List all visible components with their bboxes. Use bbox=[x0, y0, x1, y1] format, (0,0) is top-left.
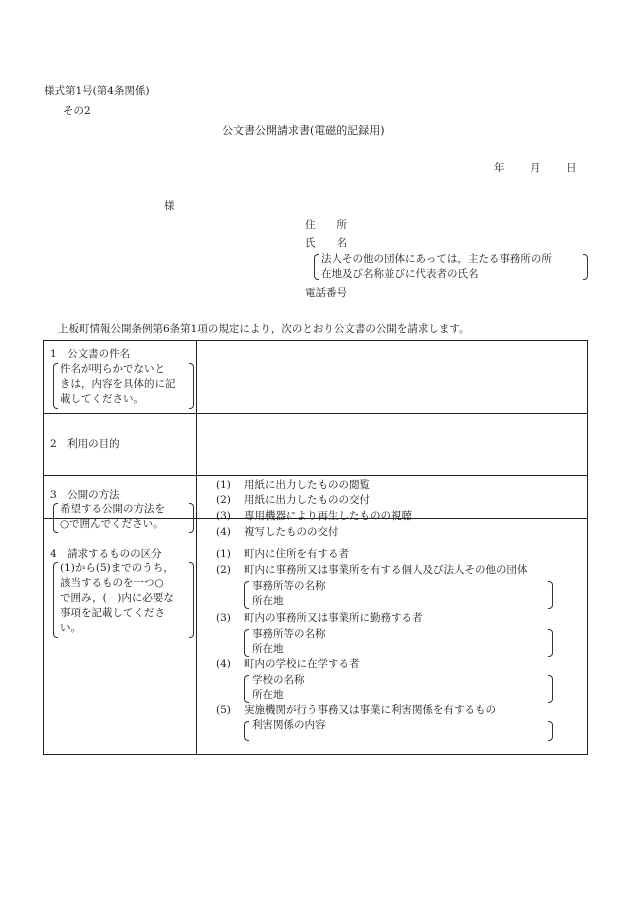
disclosure-option-num: (1) bbox=[216, 479, 231, 491]
disclosure-option[interactable]: 用紙に出力したものの閲覧 bbox=[244, 479, 370, 491]
row4-note-bracket-left bbox=[53, 562, 58, 638]
category-num: (3) bbox=[216, 612, 231, 624]
school-location-label: 所在地 bbox=[252, 689, 284, 701]
purpose-field[interactable] bbox=[197, 414, 587, 474]
category5-bracket-right bbox=[548, 721, 553, 741]
corp-note-line2: 在地及び名称並びに代表者の氏名 bbox=[321, 268, 479, 280]
row1-note-line: 載してください。 bbox=[60, 393, 144, 405]
category5-bracket-left bbox=[244, 721, 249, 741]
corp-note-bracket-left bbox=[314, 254, 319, 280]
row4-note-line: い。 bbox=[60, 622, 81, 634]
row4-note-line: 事項を記載してくださ bbox=[60, 607, 165, 619]
row1-title: 1 公文書の件名 bbox=[50, 348, 131, 360]
office-location-label: 所在地 bbox=[252, 643, 284, 655]
category4-bracket-left bbox=[244, 675, 249, 703]
document-subject-field[interactable] bbox=[197, 342, 587, 412]
form-number: 様式第1号(第4条関係) bbox=[44, 85, 150, 97]
row-divider-2 bbox=[44, 475, 587, 476]
category-num: (5) bbox=[216, 704, 231, 716]
row2-title: 2 利用の目的 bbox=[50, 438, 120, 450]
category2-bracket-left bbox=[244, 581, 249, 609]
category-num: (2) bbox=[216, 564, 231, 576]
addressee-suffix: 様 bbox=[164, 200, 175, 212]
category-option[interactable]: 実施機関が行う事務又は事業に利害関係を有するもの bbox=[244, 704, 496, 716]
row3-note-line: ○で囲んでください。 bbox=[60, 518, 164, 530]
date-month-label: 月 bbox=[530, 162, 541, 174]
row4-note-line: 該当するものを一つ○ bbox=[60, 577, 164, 589]
category-option[interactable]: 町内に住所を有する者 bbox=[244, 548, 349, 560]
disclosure-option-num: (2) bbox=[216, 494, 231, 506]
category-option[interactable]: 町内に事務所又は事業所を有する個人及び法人その他の団体 bbox=[244, 564, 528, 576]
disclosure-option-num: (4) bbox=[216, 526, 231, 538]
row1-note-line: 件名が明らかでないと bbox=[60, 363, 165, 375]
row4-note-line: で囲み，( )内に必要な bbox=[60, 592, 174, 604]
office-name-label: 事務所等の名称 bbox=[252, 628, 326, 640]
disclosure-option-num: (3) bbox=[216, 510, 231, 522]
category-option[interactable]: 町内の事務所又は事業所に勤務する者 bbox=[244, 612, 423, 624]
row1-note-bracket-right bbox=[189, 363, 194, 409]
row3-note-bracket-left bbox=[53, 503, 58, 533]
category-num: (4) bbox=[216, 658, 231, 670]
row4-title: 4 請求するものの区分 bbox=[50, 548, 162, 560]
disclosure-option[interactable]: 専用機器により再生したものの視聴 bbox=[244, 510, 412, 522]
row4-note-line: (1)から(5)までのうち， bbox=[60, 562, 174, 574]
category3-bracket-left bbox=[244, 629, 249, 657]
category-option[interactable]: 町内の学校に在学する者 bbox=[244, 658, 360, 670]
date-day-label: 日 bbox=[566, 162, 577, 174]
category-num: (1) bbox=[216, 548, 231, 560]
school-name-label: 学校の名称 bbox=[252, 674, 305, 686]
request-table bbox=[43, 340, 588, 755]
document-title: 公文書公開請求書(電磁的記録用) bbox=[222, 124, 385, 137]
category2-bracket-right bbox=[548, 581, 553, 609]
address-label: 住 所 bbox=[305, 219, 347, 231]
row3-note-bracket-right bbox=[189, 503, 194, 533]
category3-bracket-right bbox=[548, 629, 553, 657]
name-label: 氏 名 bbox=[305, 237, 347, 249]
row3-note-line: 希望する公開の方法を bbox=[60, 503, 165, 515]
phone-label: 電話番号 bbox=[305, 287, 347, 299]
disclosure-option[interactable]: 用紙に出力したものの交付 bbox=[244, 494, 370, 506]
date-year-label: 年 bbox=[494, 162, 505, 174]
request-intro: 上板町情報公開条例第6条第1項の規定により，次のとおり公文書の公開を請求します。 bbox=[58, 323, 470, 335]
row1-note-bracket-left bbox=[53, 363, 58, 409]
row4-note-bracket-right bbox=[189, 562, 194, 638]
row3-title: 3 公開の方法 bbox=[50, 489, 120, 501]
corp-note-line1: 法人その他の団体にあっては，主たる事務所の所 bbox=[321, 253, 552, 265]
row1-note-line: きは，内容を具体的に記 bbox=[60, 378, 176, 390]
corp-note-bracket-right bbox=[583, 254, 588, 280]
disclosure-option[interactable]: 複写したものの交付 bbox=[244, 526, 339, 538]
office-name-label: 事務所等の名称 bbox=[252, 580, 326, 592]
interest-content-label: 利害関係の内容 bbox=[252, 719, 326, 731]
office-location-label: 所在地 bbox=[252, 595, 284, 607]
form-sub-number: その2 bbox=[63, 105, 91, 117]
category4-bracket-right bbox=[548, 675, 553, 703]
